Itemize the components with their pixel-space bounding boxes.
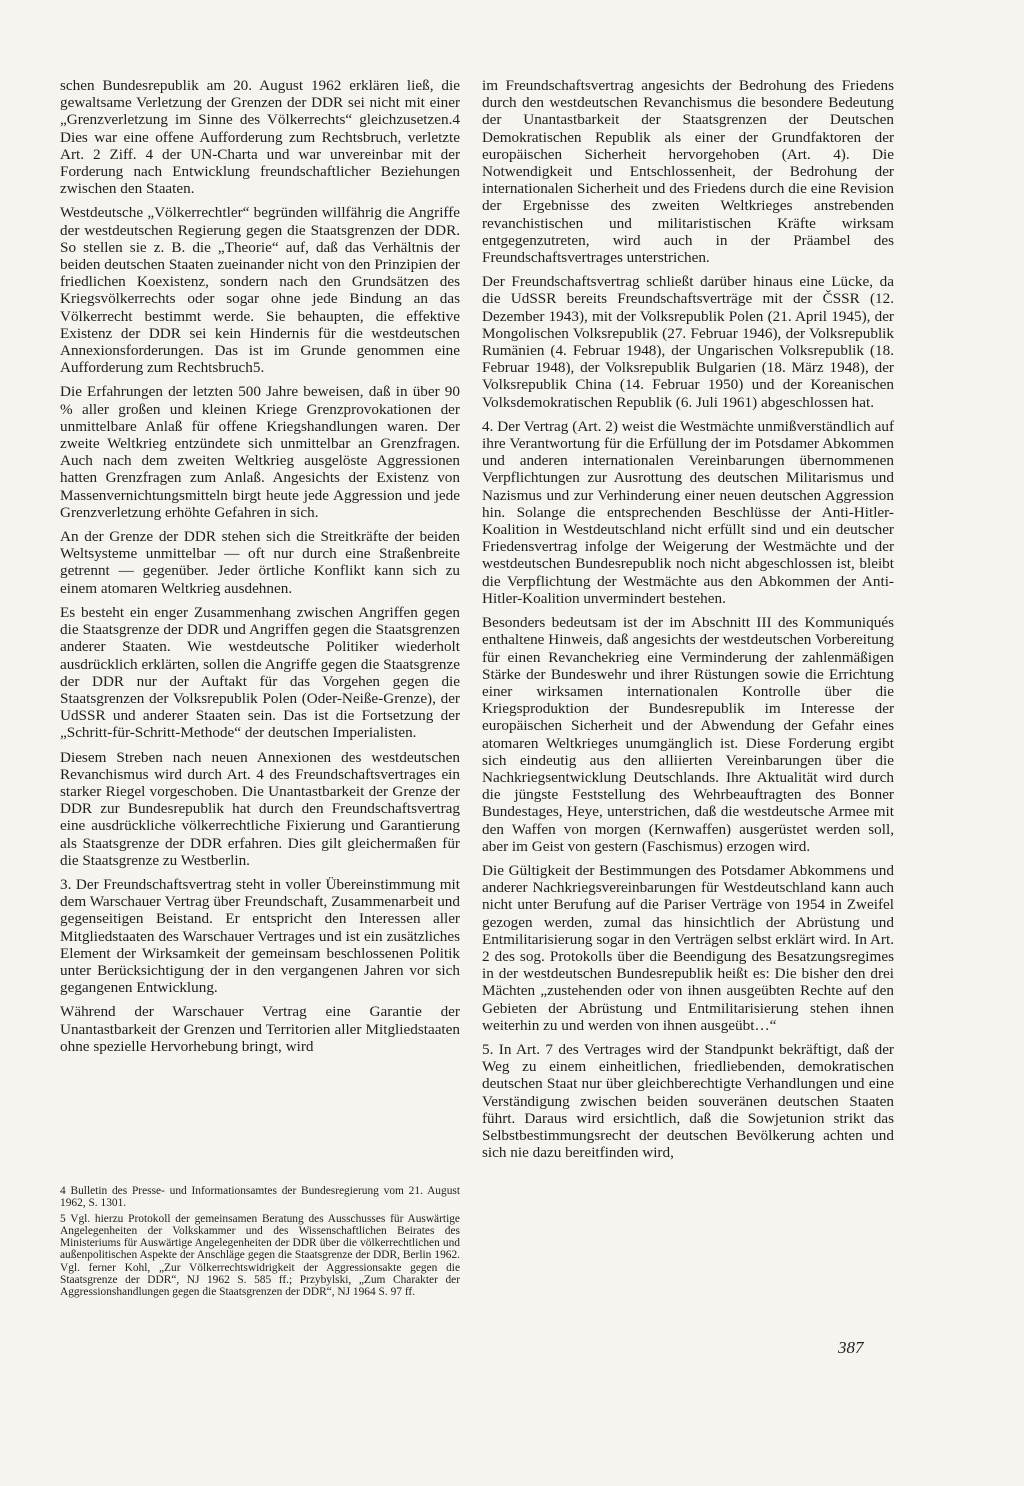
paragraph: 3. Der Freundschaftsvertrag steht in voller Übereinstimmung mit dem Warschauer Vertrag über Freundschaft, Zusammenarbeit und gegenseitigen Beistand. Er entspricht den Interessen aller Mitgliedstaaten des Warschauer Vertrages und ist ein zusätzliches Element der Wirksamkeit der gemeinsam beschlossenen Politik unter Berücksichtigung der in den vergangenen Jahren vor sich gegangenen Entwicklung.	[60, 875, 460, 997]
paragraph: Die Erfahrungen der letzten 500 Jahre beweisen, daß in über 90 % aller großen und kleinen Kriege Grenzprovokationen der unmittelbare Anlaß für offene Kriegshandlungen waren. Der zweite Weltkrieg entzündete sich unmittelbar an Grenzfragen. Auch nach dem zweiten Weltkrieg ausgelöste Aggressionen hatten Grenzfragen zum Anlaß. Angesichts der Existenz von Massenvernichtungsmitteln birgt heute jede Aggression und jede Grenzverletzung erhöhte Gefahren in sich.	[60, 383, 460, 521]
footnote: 4 Bulletin des Presse- und Informationsamtes der Bundesregierung vom 21. August 1962, S. 1301.	[60, 1185, 460, 1210]
paragraph: An der Grenze der DDR stehen sich die Streitkräfte der beiden Weltsysteme unmittelbar — oft nur durch eine Straßenbreite getrennt — gegenüber. Jeder örtliche Konflikt kann sich zu einem atomaren Weltkrieg ausdehnen.	[60, 528, 460, 597]
paragraph: 5. In Art. 7 des Vertrages wird der Standpunkt bekräftigt, daß der Weg zu einem einheitlichen, friedliebenden, demokratischen deutschen Staat nur über gleichberechtigte Verhandlungen und eine Verständigung zwischen beiden souveränen deutschen Staaten führt. Daraus wird ersichtlich, daß die Sowjetunion strikt das Selbstbestimmungsrecht der deutschen Bevölkerung achten und sich nie dazu bereitfinden wird,	[482, 1040, 894, 1162]
paragraph: 4. Der Vertrag (Art. 2) weist die Westmächte unmißverständlich auf ihre Verantwortung für die Erfüllung der im Potsdamer Abkommen und anderen internationalen Vereinbarungen übernommenen Verpflichtungen zur Ausrottung des deutschen Militarismus und Nazismus und zur Verhinderung einer neuen deutschen Aggression hin. Solange die entsprechenden Beschlüsse der Anti-Hitler-Koalition in Westdeutschland nicht erfüllt sind und ein deutscher Friedensvertrag infolge der Weigerung der Westmächte und der westdeutschen Bundesrepublik noch nicht abgeschlossen ist, bleibt die Verpflichtung der Westmächte aus den Abkommen der Anti-Hitler-Koalition unvermindert bestehen.	[482, 417, 894, 607]
paragraph: Besonders bedeutsam ist der im Abschnitt III des Kommuniqués enthaltene Hinweis, daß angesichts der westdeutschen Vorbereitung für einen Revanchekrieg eine Verminderung der zahlenmäßigen Stärke der Bundeswehr und ihrer Rüstungen sowie die Errichtung einer wirksamen internationalen Kontrolle über die Kriegsproduktion der Bundesrepublik im Interesse der europäischen Sicherheit und der Abwendung der Gefahr eines atomaren Weltkrieges unumgänglich ist. Diese Forderung ergibt sich eindeutig aus den alliierten Vereinbarungen über die Nachkriegsentwicklung Deutschlands. Ihre Aktualität wird durch die jüngste Feststellung des Wehrbeauftragten des Bonner Bundestages, Heye, unterstrichen, daß die westdeutsche Armee mit den Waffen von morgen (Kernwaffen) ausgerüstet werden soll, aber im Geist von gestern (Faschismus) erzogen wird.	[482, 614, 894, 855]
paragraph: schen Bundesrepublik am 20. August 1962 erklären ließ, die gewaltsame Verletzung der Grenzen der DDR sei nicht mit einer „Grenzverletzung im Sinne des Völkerrechts“ gleichzusetzen.4 Dies war eine offene Aufforderung zum Rechtsbruch, verletzte Art. 2 Ziff. 4 der UN-Charta und war unvereinbar mit der Forderung nach Entwicklung freundschaftlicher Beziehungen zwischen den Staaten.	[60, 77, 460, 198]
paragraph: im Freundschaftsvertrag angesichts der Bedrohung des Friedens durch den westdeutschen Revanchismus die besondere Bedeutung der Unantastbarkeit der Staatsgrenzen der Deutschen Demokratischen Republik als einer der Grundfaktoren der europäischen Sicherheit hervorgehoben (Art. 4). Die Notwendigkeit und Entschlossenheit, der Bedrohung der internationalen Sicherheit und des Friedens durch die eine Revision der Ergebnisse des zweiten Weltkrieges anstrebenden revanchistischen und militaristischen Kräfte wirksam entgegenzutreten, wird auch in der Präambel des Freundschaftsvertrages unterstrichen.	[482, 77, 894, 267]
footnotes	[60, 1185, 460, 1302]
paragraph: Es besteht ein enger Zusammenhang zwischen Angriffen gegen die Staatsgrenze der DDR und Angriffen gegen die Staatsgrenzen anderer Staaten. Wie westdeutsche Politiker wiederholt ausdrücklich erklärten, sollen die Angriffe gegen die Staatsgrenze der DDR nur der Auftakt für das Vorgehen gegen die Staatsgrenzen der Volksrepublik Polen (Oder-Neiße-Grenze), der UdSSR und anderer Staaten sein. Das ist die Fortsetzung der „Schritt-für-Schritt-Methode“ der deutschen Imperialisten.	[60, 603, 460, 742]
paragraph: Diesem Streben nach neuen Annexionen des westdeutschen Revanchismus wird durch Art. 4 des Freundschaftsvertrages ein starker Riegel vorgeschoben. Die Unantastbarkeit der Grenze der DDR zur Bundesrepublik hat durch den Freundschaftsvertrag eine ausdrückliche völkerrechtliche Fixierung und Garantierung als Staatsgrenze der DDR erfahren. Dies gilt gleichermaßen für die Staatsgrenze zu Westberlin.	[60, 748, 460, 869]
footnote: 5 Vgl. hierzu Protokoll der gemeinsamen Beratung des Ausschusses für Auswärtige Angelegenheiten der Volkskammer und des Wissenschaftlichen Beirates des Ministeriums für Auswärtige Angelegenheiten der DDR über die völkerrechtlichen und außenpolitischen Aspekte der Anschläge gegen die Staatsgrenze der DDR, Berlin 1962. Vgl. ferner Kohl, „Zur Völkerrechtswidrigkeit der Aggressionsakte gegen die Staatsgrenze der DDR“, NJ 1962 S. 585 ff.; Przybylski, „Zum Charakter der Aggressionshandlungen gegen die Staatsgrenzen der DDR“, NJ 1964 S. 97 ff.	[60, 1212, 460, 1299]
paragraph: Westdeutsche „Völkerrechtler“ begründen willfährig die Angriffe der westdeutschen Regierung gegen die Staatsgrenzen der DDR. So stellen sie z. B. die „Theorie“ auf, daß das Verhältnis der beiden deutschen Staaten zueinander nicht von den Prinzipien der friedlichen Koexistenz, sondern nach den Grundsätzen des Kriegsvölkerrechts oder sogar ohne jede Bindung an das Völkerrecht bestimmt werde. Sie behaupten, die effektive Existenz der DDR sei kein Hindernis für die westdeutschen Annexionsforderungen. Das ist im Grunde genommen eine Aufforderung zum Rechtsbruch5.	[60, 204, 460, 377]
right-text-column	[482, 77, 894, 1168]
left-text-column	[60, 77, 460, 1062]
paragraph: Während der Warschauer Vertrag eine Garantie der Unantastbarkeit der Grenzen und Territorien aller Mitgliedstaaten ohne spezielle Hervorhebung bringt, wird	[60, 1003, 460, 1055]
paragraph: Der Freundschaftsvertrag schließt darüber hinaus eine Lücke, da die UdSSR bereits Freundschaftsverträge mit der ČSSR (12. Dezember 1943), mit der Volksrepublik Polen (21. April 1945), der Mongolischen Volksrepublik (27. Februar 1946), der Volksrepublik Rumänien (4. Februar 1948), der Ungarischen Volksrepublik (18. Februar 1948), der Volksrepublik Bulgarien (18. März 1948), der Volksrepublik China (14. Februar 1950) und der Koreanischen Volksdemokratischen Republik (6. Juli 1961) abgeschlossen hat.	[482, 273, 894, 411]
paragraph: Die Gültigkeit der Bestimmungen des Potsdamer Abkommens und anderer Nachkriegsvereinbarungen für Westdeutschland kann auch nicht unter Berufung auf die Pariser Verträge von 1954 in Zweifel gezogen werden, zumal das hinsichtlich der Abrüstung und Entmilitarisierung sogar in den Verträgen selbst erklärt wird. In Art. 2 des sog. Protokolls über die Beendigung des Besatzungsregimes in der westdeutschen Bundesrepublik heißt es: Die bisher den drei Mächten „zustehenden oder von ihnen ausgeübten Rechte auf den Gebieten der Abrüstung und Entmilitarisierung stehen ihnen weiterhin zu und werden von ihnen ausgeübt…“	[482, 861, 894, 1034]
page-number: 387	[838, 1338, 864, 1357]
